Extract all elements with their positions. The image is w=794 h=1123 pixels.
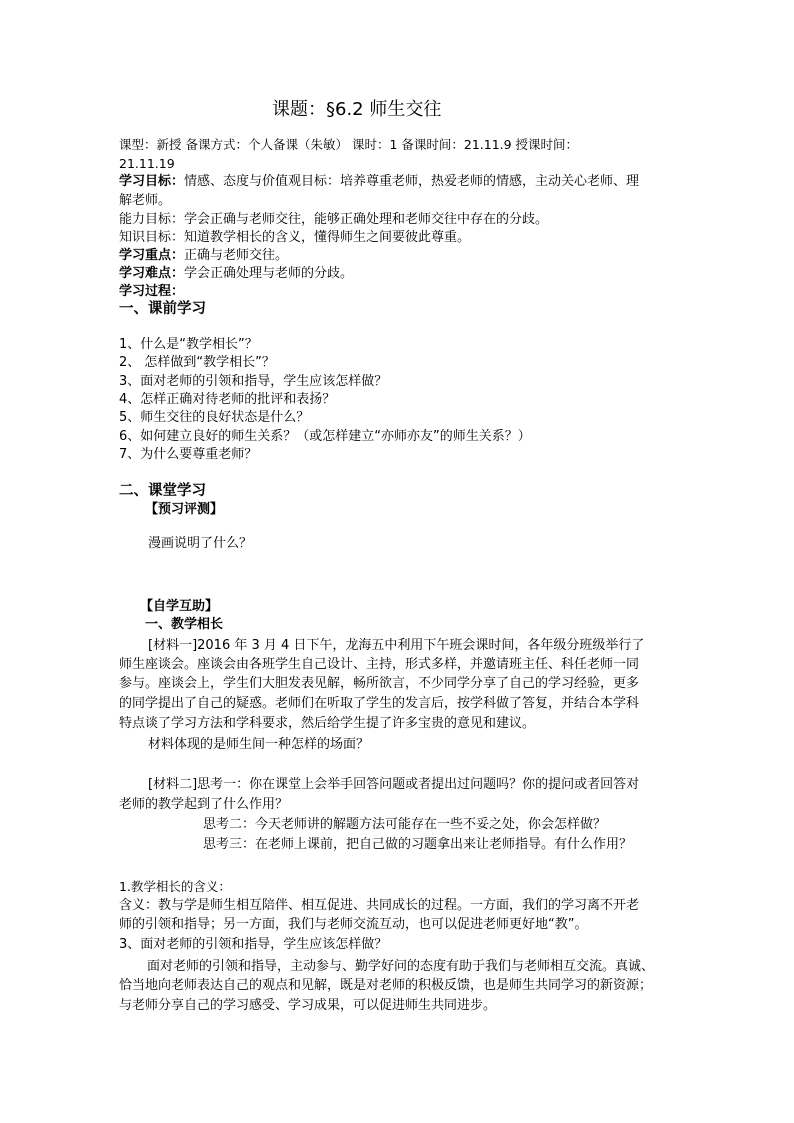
prestudy-question: 6、如何建立良好的师生关系？（或怎样建立“亦师亦友”的师生关系？）	[119, 429, 531, 444]
difficulty-text: 学会正确处理与老师的分歧。	[184, 266, 354, 281]
keypoint-text: 正确与老师交往。	[184, 248, 289, 263]
preview-label: 【预习评测】	[145, 502, 224, 517]
keypoint-label: 学习重点：	[119, 248, 185, 263]
think-two: 思考二：今天老师讲的解题方法可能存在一些不妥之处，你会怎样做？	[203, 817, 607, 832]
goal-emotion-cont: 解老师。	[119, 193, 172, 208]
prestudy-question: 7、为什么要尊重老师？	[119, 447, 258, 462]
meaning-title: 1.教学相长的含义：	[119, 879, 231, 894]
difficulty-label: 学习难点：	[119, 266, 185, 281]
material1-line: 参与。座谈会上，学生们大胆发表见解，畅所欲言，不少同学分享了自己的学习经验，更多	[119, 676, 640, 691]
question-three: 3、面对老师的引领和指导，学生应该怎样做？	[119, 937, 388, 952]
material2-line: [材料二]思考一：你在课堂上会举手回答问题或者提出过问题吗？你的提问或者回答对	[148, 777, 640, 792]
goal-emotion: 情感、态度与价值观目标：培养尊重老师，热爱老师的情感，主动关心老师、理	[184, 174, 640, 189]
lesson-title: 课题：§6.2 师生交往	[272, 99, 442, 120]
section2-heading: 二、课堂学习	[119, 483, 206, 499]
goal-ability: 能力目标：学会正确与老师交往，能够正确处理和老师交往中存在的分歧。	[119, 212, 549, 227]
answer-line: 面对老师的引领和指导，主动参与、勤学好问的态度有助于我们与老师相互交流。真诚、	[147, 959, 655, 974]
answer-line: 与老师分享自己的学习感受、学习成果，可以促进师生共同进步。	[119, 998, 497, 1013]
material1-line: 的同学提出了自己的疑惑。老师们在听取了学生的发言后，按学科做了答复，并结合本学科	[119, 696, 640, 711]
goals-label: 学习目标：	[119, 174, 185, 189]
goals-row	[119, 172, 639, 191]
lesson-meta-line: 课型：新授 备课方式：个人备课（朱敏） 课时：1 备课时间：21.11.9 授课时间：	[119, 137, 579, 152]
keypoint-row	[119, 246, 288, 265]
meaning-line: 含义：教与学是师生相互陪伴、相互促进、共同成长的过程。一方面，我们的学习离不开老	[119, 898, 640, 913]
process-label: 学习过程：	[119, 284, 185, 299]
lesson-meta-date: 21.11.19	[119, 156, 175, 171]
subsection-heading: 一、教学相长	[145, 617, 224, 632]
material1-line: 师生座谈会。座谈会由各班学生自己设计、主持，形式多样，并邀请班主任、科任老师一同	[119, 657, 640, 672]
preview-question: 漫画说明了什么？	[148, 536, 253, 551]
prestudy-question: 1、什么是“教学相长”？	[119, 337, 258, 352]
prestudy-question: 2、 怎样做到“教学相长”？	[119, 355, 275, 370]
section1-heading: 一、课前学习	[119, 301, 206, 317]
meaning-line: 师的引领和指导；另一方面，我们与老师交流互动，也可以促进老师更好地“教”。	[119, 917, 588, 932]
goal-knowledge: 知识目标：知道教学相长的含义，懂得师生之间要彼此尊重。	[119, 230, 471, 245]
material1-line: 特点谈了学习方法和学科要求，然后给学生提了许多宝贵的意见和建议。	[119, 716, 536, 731]
think-three: 思考三：在老师上课前，把自己做的习题拿出来让老师指导。有什么作用？	[203, 837, 633, 852]
difficulty-row	[119, 264, 353, 283]
material2-line: 老师的教学起到了什么作用？	[119, 797, 289, 812]
answer-line: 恰当地向老师表达自己的观点和见解，既是对老师的积极反馈，也是师生共同学习的新资源；	[119, 978, 653, 993]
prestudy-question: 4、怎样正确对待老师的批评和表扬？	[119, 392, 336, 407]
prestudy-question: 5、师生交往的良好状态是什么？	[119, 410, 310, 425]
self-study-label: 【自学互助】	[140, 599, 219, 614]
material1-line: [材料一]2016 年 3 月 4 日下午，龙海五中利用下午班会课时间，各年级分班级举行了	[148, 638, 645, 653]
material1-question: 材料体现的是师生间一种怎样的场面？	[148, 737, 370, 752]
prestudy-question: 3、面对老师的引领和指导，学生应该怎样做？	[119, 374, 388, 389]
